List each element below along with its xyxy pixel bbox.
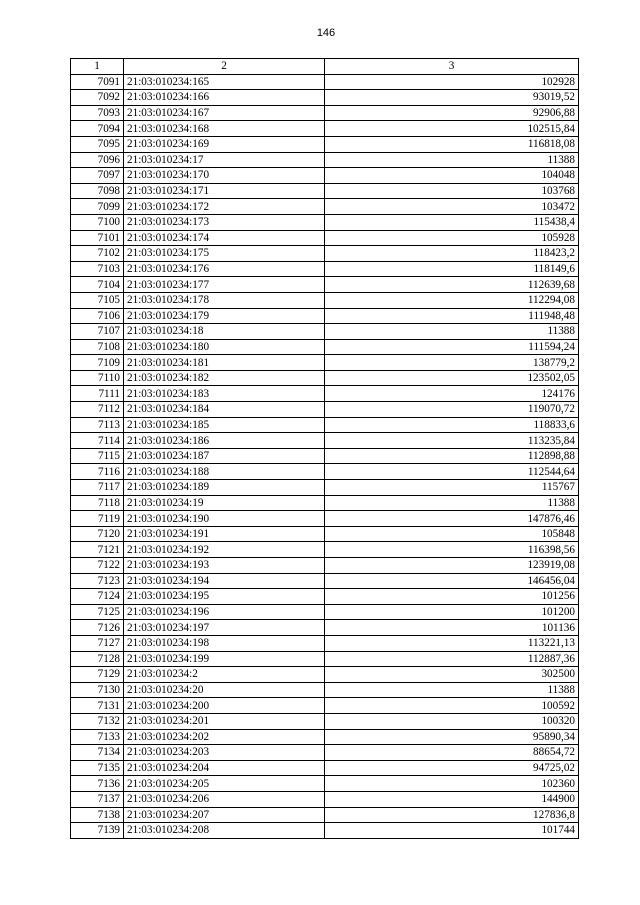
- cadastral-number-cell: 21:03:010234:185: [124, 417, 325, 433]
- row-number-cell: 7112: [71, 402, 124, 418]
- table-header-row: [71, 59, 579, 75]
- table-row: [71, 682, 579, 698]
- row-number-cell: 7137: [71, 791, 124, 807]
- value-cell: 94725,02: [325, 760, 579, 776]
- table-row: [71, 573, 579, 589]
- cadastral-number-cell: 21:03:010234:178: [124, 292, 325, 308]
- value-cell: 113235,84: [325, 433, 579, 449]
- table-row: [71, 230, 579, 246]
- value-cell: 11388: [325, 682, 579, 698]
- column-header-1: 1: [71, 59, 124, 75]
- value-cell: 138779,2: [325, 355, 579, 371]
- row-number-cell: 7103: [71, 261, 124, 277]
- table-row: [71, 589, 579, 605]
- table-row: [71, 90, 579, 106]
- value-cell: 146456,04: [325, 573, 579, 589]
- value-cell: 123919,08: [325, 558, 579, 574]
- cadastral-number-cell: 21:03:010234:192: [124, 542, 325, 558]
- cadastral-number-cell: 21:03:010234:187: [124, 448, 325, 464]
- value-cell: 103768: [325, 183, 579, 199]
- table-row: [71, 604, 579, 620]
- table-row: [71, 417, 579, 433]
- registry-table: [70, 58, 579, 839]
- cadastral-number-cell: 21:03:010234:208: [124, 823, 325, 839]
- row-number-cell: 7095: [71, 136, 124, 152]
- value-cell: 112294,08: [325, 292, 579, 308]
- cadastral-number-cell: 21:03:010234:186: [124, 433, 325, 449]
- value-cell: 104048: [325, 168, 579, 184]
- row-number-cell: 7106: [71, 308, 124, 324]
- row-number-cell: 7125: [71, 604, 124, 620]
- row-number-cell: 7128: [71, 651, 124, 667]
- value-cell: 11388: [325, 324, 579, 340]
- row-number-cell: 7115: [71, 448, 124, 464]
- cadastral-number-cell: 21:03:010234:182: [124, 370, 325, 386]
- cadastral-number-cell: 21:03:010234:193: [124, 558, 325, 574]
- cadastral-number-cell: 21:03:010234:207: [124, 807, 325, 823]
- value-cell: 95890,34: [325, 729, 579, 745]
- cadastral-number-cell: 21:03:010234:172: [124, 199, 325, 215]
- row-number-cell: 7135: [71, 760, 124, 776]
- row-number-cell: 7122: [71, 558, 124, 574]
- cadastral-number-cell: 21:03:010234:199: [124, 651, 325, 667]
- row-number-cell: 7127: [71, 635, 124, 651]
- value-cell: 11388: [325, 495, 579, 511]
- table-row: [71, 448, 579, 464]
- table-row: [71, 168, 579, 184]
- table-row: [71, 713, 579, 729]
- value-cell: 123502,05: [325, 370, 579, 386]
- cadastral-number-cell: 21:03:010234:176: [124, 261, 325, 277]
- cadastral-number-cell: 21:03:010234:179: [124, 308, 325, 324]
- table-row: [71, 823, 579, 839]
- cadastral-number-cell: 21:03:010234:173: [124, 214, 325, 230]
- cadastral-number-cell: 21:03:010234:18: [124, 324, 325, 340]
- row-number-cell: 7133: [71, 729, 124, 745]
- row-number-cell: 7096: [71, 152, 124, 168]
- table-row: [71, 152, 579, 168]
- row-number-cell: 7126: [71, 620, 124, 636]
- cadastral-number-cell: 21:03:010234:198: [124, 635, 325, 651]
- cadastral-number-cell: 21:03:010234:206: [124, 791, 325, 807]
- cadastral-number-cell: 21:03:010234:200: [124, 698, 325, 714]
- value-cell: 124176: [325, 386, 579, 402]
- table-row: [71, 760, 579, 776]
- value-cell: 101256: [325, 589, 579, 605]
- table-row: [71, 74, 579, 90]
- table-row: [71, 495, 579, 511]
- table-row: [71, 308, 579, 324]
- value-cell: 112887,36: [325, 651, 579, 667]
- row-number-cell: 7114: [71, 433, 124, 449]
- cadastral-number-cell: 21:03:010234:202: [124, 729, 325, 745]
- row-number-cell: 7118: [71, 495, 124, 511]
- table-row: [71, 807, 579, 823]
- cadastral-number-cell: 21:03:010234:167: [124, 105, 325, 121]
- page-number: 146: [316, 27, 336, 39]
- row-number-cell: 7116: [71, 464, 124, 480]
- cadastral-number-cell: 21:03:010234:181: [124, 355, 325, 371]
- value-cell: 102360: [325, 776, 579, 792]
- table-row: [71, 324, 579, 340]
- row-number-cell: 7138: [71, 807, 124, 823]
- row-number-cell: 7100: [71, 214, 124, 230]
- row-number-cell: 7093: [71, 105, 124, 121]
- table-row: [71, 246, 579, 262]
- table-row: [71, 339, 579, 355]
- value-cell: 127836,8: [325, 807, 579, 823]
- table-row: [71, 667, 579, 683]
- cadastral-number-cell: 21:03:010234:201: [124, 713, 325, 729]
- row-number-cell: 7104: [71, 277, 124, 293]
- value-cell: 105928: [325, 230, 579, 246]
- value-cell: 144900: [325, 791, 579, 807]
- row-number-cell: 7134: [71, 745, 124, 761]
- cadastral-number-cell: 21:03:010234:180: [124, 339, 325, 355]
- table-row: [71, 558, 579, 574]
- value-cell: 102928: [325, 74, 579, 90]
- table-row: [71, 292, 579, 308]
- row-number-cell: 7091: [71, 74, 124, 90]
- cadastral-number-cell: 21:03:010234:174: [124, 230, 325, 246]
- value-cell: 119070,72: [325, 402, 579, 418]
- row-number-cell: 7123: [71, 573, 124, 589]
- value-cell: 100320: [325, 713, 579, 729]
- row-number-cell: 7108: [71, 339, 124, 355]
- row-number-cell: 7097: [71, 168, 124, 184]
- cadastral-number-cell: 21:03:010234:194: [124, 573, 325, 589]
- value-cell: 147876,46: [325, 511, 579, 527]
- cadastral-number-cell: 21:03:010234:170: [124, 168, 325, 184]
- table-row: [71, 183, 579, 199]
- value-cell: 102515,84: [325, 121, 579, 137]
- value-cell: 100592: [325, 698, 579, 714]
- table-row: [71, 698, 579, 714]
- row-number-cell: 7098: [71, 183, 124, 199]
- table-row: [71, 511, 579, 527]
- value-cell: 116818,08: [325, 136, 579, 152]
- table-row: [71, 214, 579, 230]
- value-cell: 88654,72: [325, 745, 579, 761]
- cadastral-number-cell: 21:03:010234:196: [124, 604, 325, 620]
- row-number-cell: 7102: [71, 246, 124, 262]
- cadastral-number-cell: 21:03:010234:165: [124, 74, 325, 90]
- table-row: [71, 370, 579, 386]
- value-cell: 118833,6: [325, 417, 579, 433]
- table-row: [71, 121, 579, 137]
- value-cell: 105848: [325, 526, 579, 542]
- table-row: [71, 199, 579, 215]
- table-row: [71, 277, 579, 293]
- cadastral-number-cell: 21:03:010234:2: [124, 667, 325, 683]
- cadastral-number-cell: 21:03:010234:17: [124, 152, 325, 168]
- cadastral-number-cell: 21:03:010234:191: [124, 526, 325, 542]
- row-number-cell: 7129: [71, 667, 124, 683]
- table-row: [71, 136, 579, 152]
- table-row: [71, 729, 579, 745]
- cadastral-number-cell: 21:03:010234:20: [124, 682, 325, 698]
- row-number-cell: 7117: [71, 480, 124, 496]
- row-number-cell: 7124: [71, 589, 124, 605]
- value-cell: 116398,56: [325, 542, 579, 558]
- row-number-cell: 7131: [71, 698, 124, 714]
- cadastral-number-cell: 21:03:010234:177: [124, 277, 325, 293]
- table-row: [71, 261, 579, 277]
- value-cell: 11388: [325, 152, 579, 168]
- row-number-cell: 7121: [71, 542, 124, 558]
- table-row: [71, 745, 579, 761]
- cadastral-number-cell: 21:03:010234:190: [124, 511, 325, 527]
- table-row: [71, 105, 579, 121]
- value-cell: 103472: [325, 199, 579, 215]
- cadastral-number-cell: 21:03:010234:19: [124, 495, 325, 511]
- cadastral-number-cell: 21:03:010234:168: [124, 121, 325, 137]
- row-number-cell: 7092: [71, 90, 124, 106]
- row-number-cell: 7110: [71, 370, 124, 386]
- value-cell: 118423,2: [325, 246, 579, 262]
- row-number-cell: 7136: [71, 776, 124, 792]
- column-header-2: 2: [124, 59, 325, 75]
- cadastral-number-cell: 21:03:010234:175: [124, 246, 325, 262]
- value-cell: 101136: [325, 620, 579, 636]
- table-row: [71, 776, 579, 792]
- table-row: [71, 402, 579, 418]
- value-cell: 112639,68: [325, 277, 579, 293]
- value-cell: 101744: [325, 823, 579, 839]
- row-number-cell: 7109: [71, 355, 124, 371]
- row-number-cell: 7101: [71, 230, 124, 246]
- table-row: [71, 526, 579, 542]
- cadastral-number-cell: 21:03:010234:204: [124, 760, 325, 776]
- cadastral-number-cell: 21:03:010234:183: [124, 386, 325, 402]
- column-header-3: 3: [325, 59, 579, 75]
- row-number-cell: 7130: [71, 682, 124, 698]
- value-cell: 111948,48: [325, 308, 579, 324]
- value-cell: 112544,64: [325, 464, 579, 480]
- table-row: [71, 464, 579, 480]
- row-number-cell: 7139: [71, 823, 124, 839]
- table-row: [71, 542, 579, 558]
- table-row: [71, 620, 579, 636]
- table-row: [71, 480, 579, 496]
- value-cell: 101200: [325, 604, 579, 620]
- value-cell: 92906,88: [325, 105, 579, 121]
- value-cell: 302500: [325, 667, 579, 683]
- value-cell: 115767: [325, 480, 579, 496]
- cadastral-number-cell: 21:03:010234:195: [124, 589, 325, 605]
- value-cell: 118149,6: [325, 261, 579, 277]
- row-number-cell: 7120: [71, 526, 124, 542]
- row-number-cell: 7111: [71, 386, 124, 402]
- row-number-cell: 7099: [71, 199, 124, 215]
- table-row: [71, 651, 579, 667]
- table-row: [71, 635, 579, 651]
- cadastral-number-cell: 21:03:010234:188: [124, 464, 325, 480]
- row-number-cell: 7113: [71, 417, 124, 433]
- cadastral-number-cell: 21:03:010234:169: [124, 136, 325, 152]
- value-cell: 113221,13: [325, 635, 579, 651]
- row-number-cell: 7107: [71, 324, 124, 340]
- cadastral-number-cell: 21:03:010234:205: [124, 776, 325, 792]
- cadastral-number-cell: 21:03:010234:197: [124, 620, 325, 636]
- value-cell: 93019,52: [325, 90, 579, 106]
- cadastral-number-cell: 21:03:010234:184: [124, 402, 325, 418]
- table-row: [71, 355, 579, 371]
- cadastral-number-cell: 21:03:010234:171: [124, 183, 325, 199]
- table-row: [71, 386, 579, 402]
- value-cell: 112898,88: [325, 448, 579, 464]
- table-row: [71, 433, 579, 449]
- row-number-cell: 7119: [71, 511, 124, 527]
- cadastral-number-cell: 21:03:010234:166: [124, 90, 325, 106]
- row-number-cell: 7094: [71, 121, 124, 137]
- row-number-cell: 7105: [71, 292, 124, 308]
- value-cell: 115438,4: [325, 214, 579, 230]
- cadastral-number-cell: 21:03:010234:203: [124, 745, 325, 761]
- table-row: [71, 791, 579, 807]
- value-cell: 111594,24: [325, 339, 579, 355]
- row-number-cell: 7132: [71, 713, 124, 729]
- cadastral-number-cell: 21:03:010234:189: [124, 480, 325, 496]
